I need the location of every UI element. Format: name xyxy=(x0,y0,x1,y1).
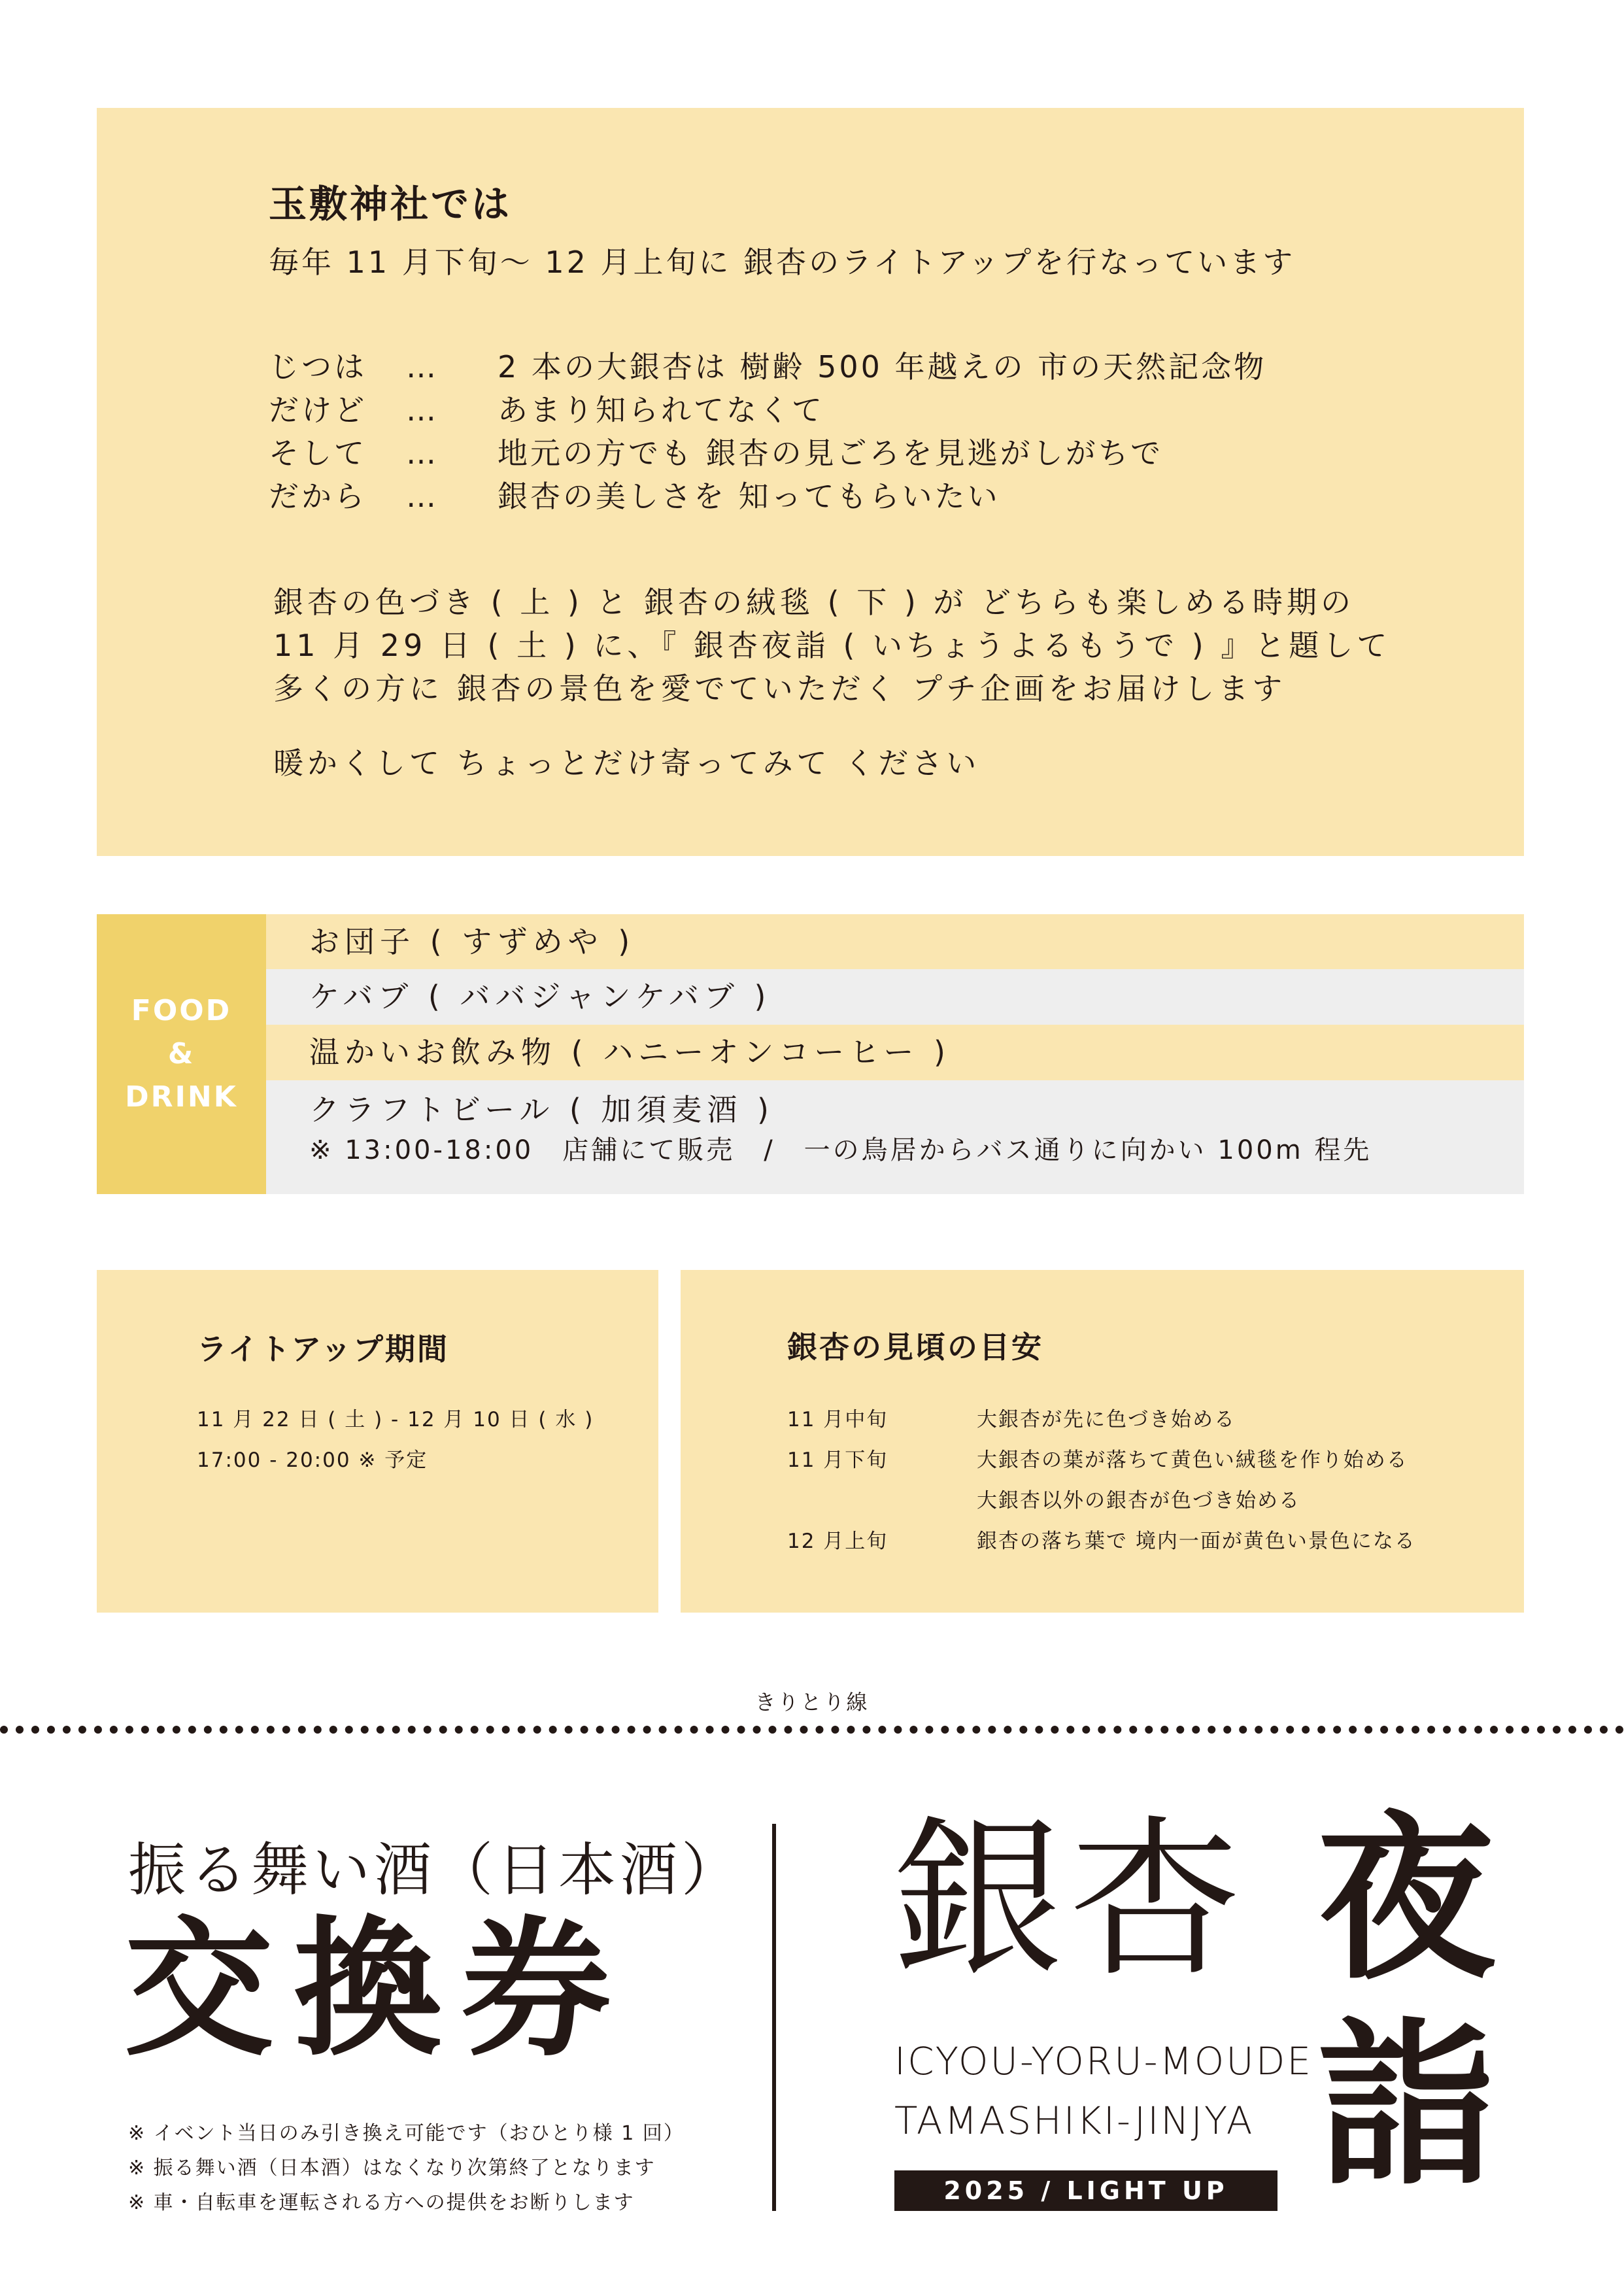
intro-paragraph-line: 11 月 29 日 ( 土 ) に、『 銀杏夜詣 ( いちょうよるもうで ) 』と題して xyxy=(273,628,1391,663)
intro-row xyxy=(269,430,1163,473)
logo-kanji-visit: 詣 xyxy=(1317,2003,1495,2210)
intro-row-text: 2 本の大銀杏は 樹齢 500 年越えの 市の天然記念物 xyxy=(498,349,1267,385)
intro-paragraph-line: 多くの方に 銀杏の景色を愛でていただく プチ企画をお届けします xyxy=(273,671,1287,706)
ticket-title: 交換券 xyxy=(124,1902,630,2076)
intro-row-key: そして xyxy=(269,436,367,471)
logo-year-badge: 2025 / LIGHT UP xyxy=(894,2170,1277,2211)
intro-row-dots: … xyxy=(406,479,439,514)
logo-kanji-night: 夜 xyxy=(1317,1797,1495,2004)
ginkgo-when: 12 月上旬 xyxy=(787,1530,888,1553)
intro-row-dots: … xyxy=(406,392,439,428)
food-item: クラフトビール ( 加須麦酒 ) xyxy=(309,1092,774,1127)
ginkgo-guide-panel xyxy=(681,1270,1524,1613)
intro-title: 玉敷神社では xyxy=(269,182,513,226)
intro-panel xyxy=(97,108,1524,856)
lightup-dates: 11 月 22 日 ( 土 ) - 12 月 10 日 ( 水 ) xyxy=(197,1408,594,1431)
ginkgo-guide-title: 銀杏の見頃の目安 xyxy=(787,1329,1043,1365)
intro-row-key: じつは xyxy=(269,349,367,385)
intro-lead: 毎年 11 月下旬〜 12 月上旬に 銀杏のライトアップを行なっています xyxy=(269,245,1296,280)
ginkgo-what: 大銀杏が先に色づき始める xyxy=(977,1408,1236,1431)
intro-row-key: だから xyxy=(269,479,367,514)
intro-row xyxy=(269,386,824,430)
ginkgo-when: 11 月中旬 xyxy=(787,1408,888,1431)
cut-line xyxy=(0,1726,1624,1734)
lightup-time: 17:00 - 20:00 ※ 予定 xyxy=(197,1448,428,1472)
ticket-note: ※ 振る舞い酒（日本酒）はなくなり次第終了となります xyxy=(128,2157,656,2180)
cut-line-label: きりとり線 xyxy=(754,1690,870,1715)
logo-english-line1: ICYOU-YORU-MOUDE xyxy=(894,2039,1313,2083)
food-label-line: DRINK xyxy=(125,1080,238,1114)
logo-kanji-ginkgo: 銀杏 xyxy=(892,1800,1245,2000)
logo-english-line2: TAMASHIKI-JINJYA xyxy=(894,2098,1255,2143)
ginkgo-what: 大銀杏の葉が落ちて黄色い絨毯を作り始める xyxy=(977,1448,1408,1472)
ginkgo-when: 11 月下旬 xyxy=(787,1448,888,1472)
ticket-note: ※ 車・自転車を運転される方への提供をお断りします xyxy=(128,2191,635,2214)
intro-row xyxy=(269,473,1000,516)
intro-closing: 暖かくして ちょっとだけ寄ってみて ください xyxy=(273,745,981,781)
intro-paragraph-line: 銀杏の色づき ( 上 ) と 銀杏の絨毯 ( 下 ) が どちらも楽しめる時期の xyxy=(273,585,1355,620)
food-item: 温かいお飲み物 ( ハニーオンコーヒー ) xyxy=(266,1025,1524,1080)
food-drink-label xyxy=(97,914,266,1194)
ginkgo-what: 大銀杏以外の銀杏が色づき始める xyxy=(977,1489,1300,1513)
ticket-divider xyxy=(772,1824,776,2211)
food-item: ケバブ ( ババジャンケバブ ) xyxy=(266,969,1524,1025)
intro-row-dots: … xyxy=(406,349,439,385)
intro-row-key: だけど xyxy=(269,392,367,428)
intro-row-text: 地元の方でも 銀杏の見ごろを見逃がしがちで xyxy=(498,436,1164,471)
intro-row-text: 銀杏の美しさを 知ってもらいたい xyxy=(498,479,1000,514)
ticket-note: ※ イベント当日のみ引き換え可能です（おひとり様 1 回） xyxy=(128,2122,685,2145)
ticket-subtitle: 振る舞い酒（日本酒） xyxy=(128,1836,743,1904)
lightup-panel xyxy=(97,1270,658,1613)
food-note: ※ 13:00-18:00 店舗にて販売 / 一の鳥居からバス通りに向かい 100m 程先 xyxy=(309,1135,1372,1165)
intro-row xyxy=(269,343,1266,386)
lightup-title: ライトアップ期間 xyxy=(197,1331,450,1367)
food-item-last xyxy=(266,1080,1524,1194)
intro-row-dots: … xyxy=(406,436,439,471)
ginkgo-what: 銀杏の落ち葉で 境内一面が黄色い景色になる xyxy=(977,1530,1416,1553)
food-label-line: & xyxy=(167,1037,195,1070)
food-label-line: FOOD xyxy=(131,994,232,1027)
food-item: お団子 ( すずめや ) xyxy=(266,914,1524,969)
intro-row-text: あまり知られてなくて xyxy=(498,392,824,428)
